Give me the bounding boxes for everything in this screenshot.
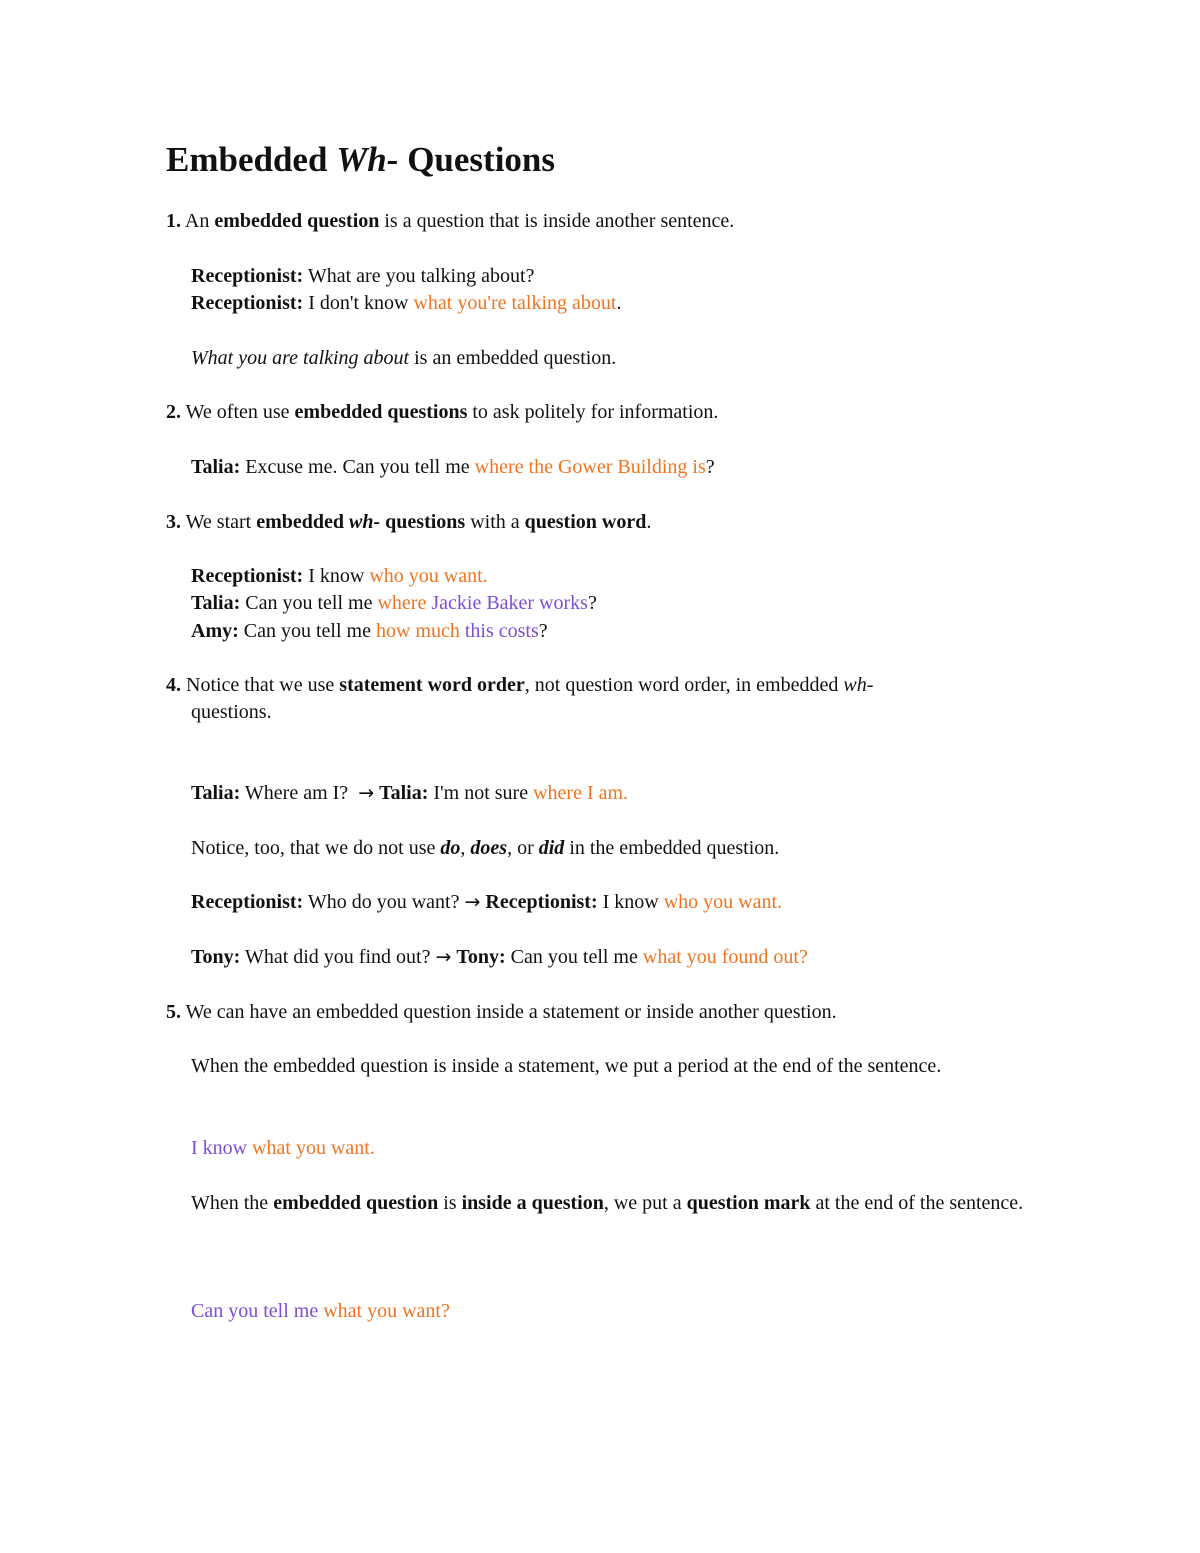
point-4-continued: questions. xyxy=(191,701,272,723)
right-arrow-icon: → xyxy=(358,782,375,804)
point-3: 3. We start embedded wh- questions with a question word. xyxy=(166,511,652,533)
note-line: What you are talking about is an embedded question. xyxy=(191,347,617,369)
example-line: Talia: Can you tell me where Jackie Baker works? xyxy=(191,592,597,614)
example-line: Receptionist: What are you talking about? xyxy=(191,265,535,287)
point-5: 5. We can have an embedded question inside a statement or inside another question. xyxy=(166,1001,837,1023)
example-line: Tony: What did you find out? → Tony: Can you tell me what you found out? xyxy=(191,946,808,968)
example-line: Receptionist: I don't know what you're talking about. xyxy=(191,292,622,314)
example-line: Receptionist: Who do you want? → Receptionist: I know who you want. xyxy=(191,891,783,913)
paragraph: When the embedded question is inside a statement, we put a period at the end of the sentence. xyxy=(191,1055,942,1077)
page-title: Embedded Wh- Questions xyxy=(166,140,555,179)
note-line: Notice, too, that we do not use do, does, or did in the embedded question. xyxy=(191,837,780,859)
paragraph: When the embedded question is inside a question, we put a question mark at the end of the sentence. xyxy=(191,1192,1024,1214)
example-line: Talia: Excuse me. Can you tell me where the Gower Building is? xyxy=(191,456,715,478)
example-line: Talia: Where am I? → Talia: I'm not sure where I am. xyxy=(191,782,629,804)
point-2: 2. We often use embedded questions to ask politely for information. xyxy=(166,401,719,423)
point-4: 4. Notice that we use statement word order, not question word order, in embedded wh- xyxy=(166,674,874,696)
example-line: Receptionist: I know who you want. xyxy=(191,565,488,587)
right-arrow-icon: → xyxy=(464,891,481,913)
point-1: 1. An embedded question is a question that is inside another sentence. xyxy=(166,210,735,232)
example-line: I know what you want. xyxy=(191,1137,375,1159)
example-line: Can you tell me what you want? xyxy=(191,1300,450,1322)
right-arrow-icon: → xyxy=(435,946,452,968)
example-line: Amy: Can you tell me how much this costs? xyxy=(191,620,548,642)
